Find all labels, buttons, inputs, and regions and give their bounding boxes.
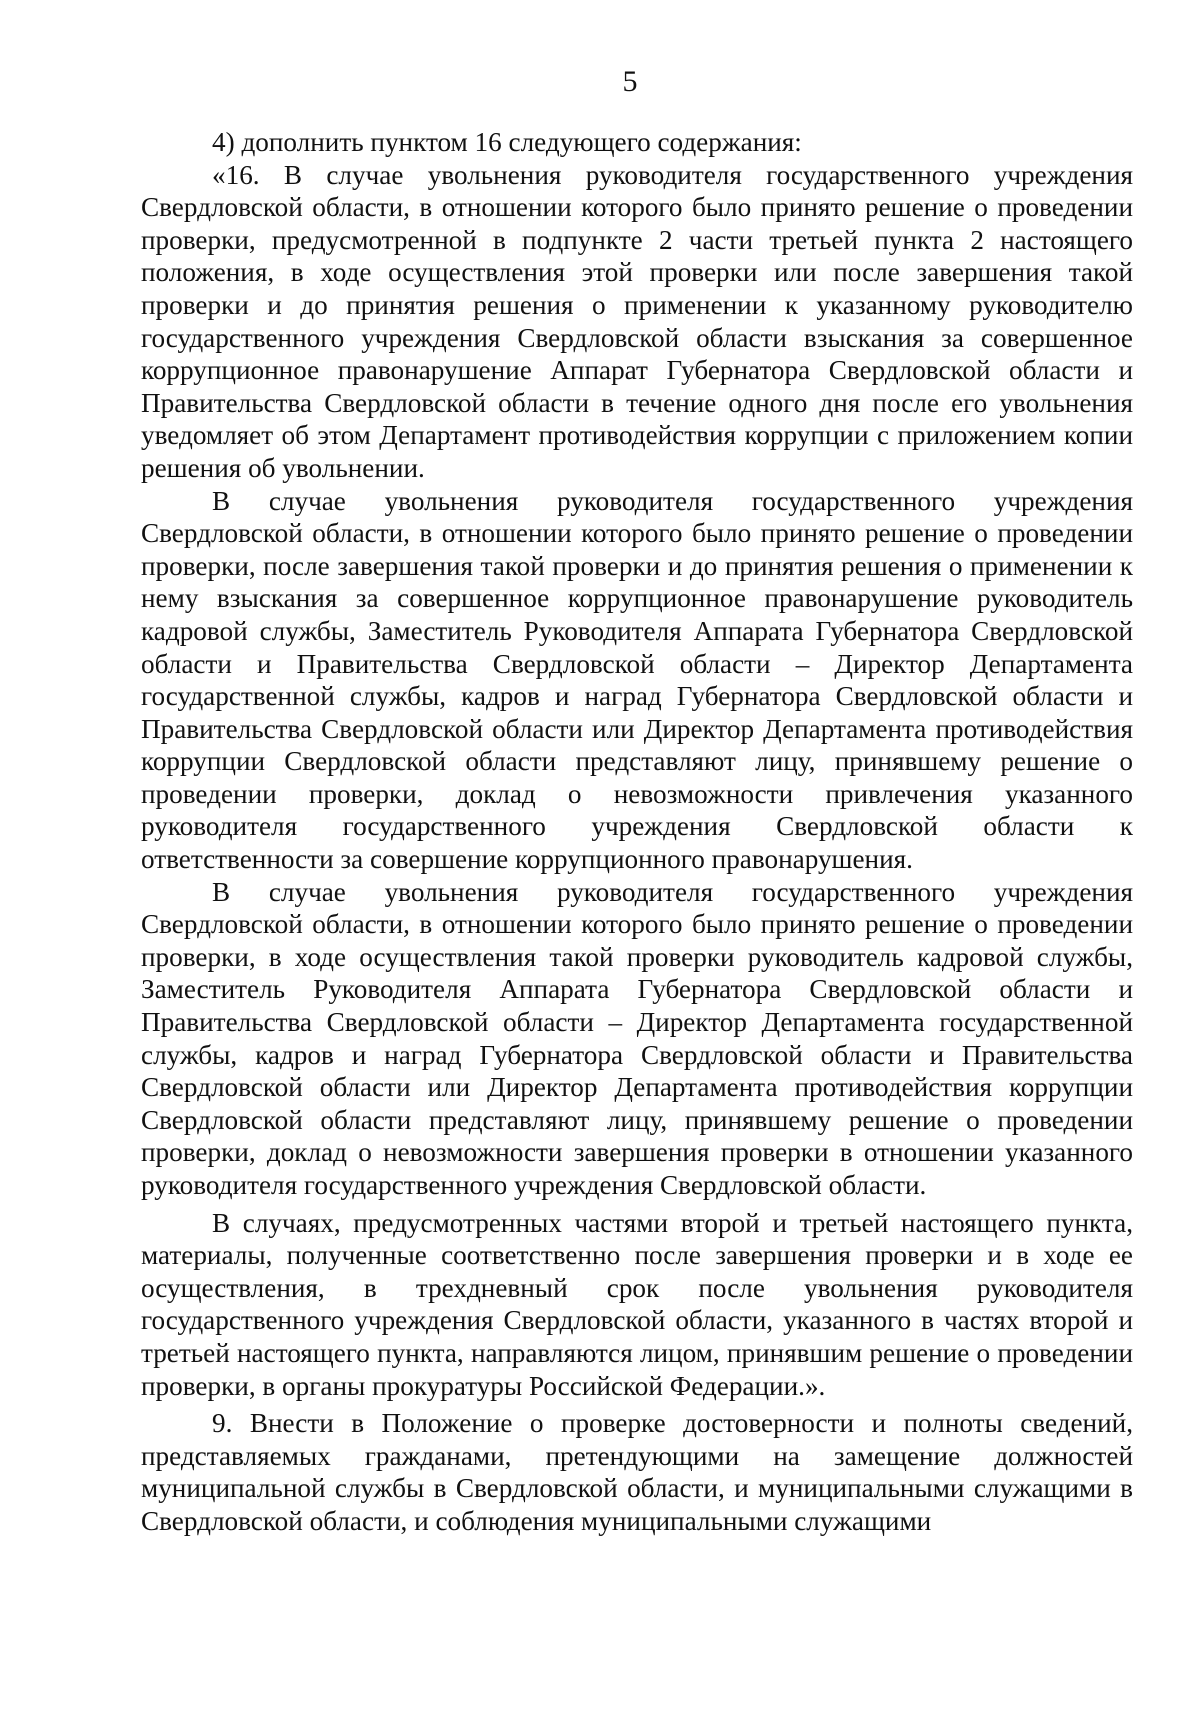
paragraph-point-16-second: В случае увольнения руководителя государственного учреждения Свердловской области, в отношении которого было принято решение о проведении проверки, после завершения такой проверки и до принятия решения о применении к нему взыскания за совершенное коррупционное правонарушение руководитель кадровой службы, Заместитель Руководителя Аппарата Губернатора Свердловской области и Правительства Свердловской области – Директор Департамента государственной службы, кадров и наград Губернатора Свердловской области и Правительства Свердловской области или Директор Департамента противодействия коррупции Свердловской области представляют лицу, принявшему решение о проведении проверки, доклад о невозможности привлечения указанного руководителя государственного учреждения Свердловской области к ответственности за совершение коррупционного правонарушения. — [141, 485, 1133, 875]
paragraph-point-16-third: В случае увольнения руководителя государственного учреждения Свердловской области, в отношении которого было принято решение о проведении проверки, в ходе осуществления такой проверки руководитель кадровой службы, Заместитель Руководителя Аппарата Губернатора Свердловской области и Правительства Свердловской области – Директор Департамента государственной службы, кадров и наград Губернатора Свердловской области и Правительства Свердловской области или Директор Департамента противодействия коррупции Свердловской области представляют лицу, принявшему решение о проведении проверки, доклад о невозможности завершения проверки в отношении указанного руководителя государственного учреждения Свердловской области. — [141, 876, 1133, 1200]
paragraph-item-9: 9. Внести в Положение о проверке достоверности и полноты сведений, представляемых гражданами, претендующими на замещение должностей муниципальной службы в Свердловской области, и муниципальными служащими в Свердловской области, и соблюдения муниципальными служащими — [141, 1408, 1133, 1536]
page-number: 5 — [622, 65, 638, 98]
paragraph-point-16-first: «16. В случае увольнения руководителя государственного учреждения Свердловской области, в отношении которого было принято решение о проведении проверки, предусмотренной в подпункте 2 части третьей пункта 2 настоящего положения, в ходе осуществления этой проверки или после завершения такой проверки и до принятия решения о применении к указанному руководителю государственного учреждения Свердловской области взыскания за совершенное коррупционное правонарушение Аппарат Губернатора Свердловской области и Правительства Свердловской области в течение одного дня после его увольнения уведомляет об этом Департамент противодействия коррупции с приложением копии решения об увольнении. — [141, 159, 1133, 483]
document-body — [141, 126, 1133, 1538]
paragraph-item-4-intro: 4) дополнить пунктом 16 следующего содержания: — [212, 127, 802, 157]
paragraph-point-16-fourth: В случаях, предусмотренных частями второй и третьей настоящего пункта, материалы, полученные соответственно после завершения проверки и в ходе ее осуществления, в трехдневный срок после увольнения руководителя государственного учреждения Свердловской области, указанного в частях второй и третьей настоящего пункта, направляются лицом, принявшим решение о проведении проверки, в органы прокуратуры Российской Федерации.». — [141, 1207, 1133, 1401]
